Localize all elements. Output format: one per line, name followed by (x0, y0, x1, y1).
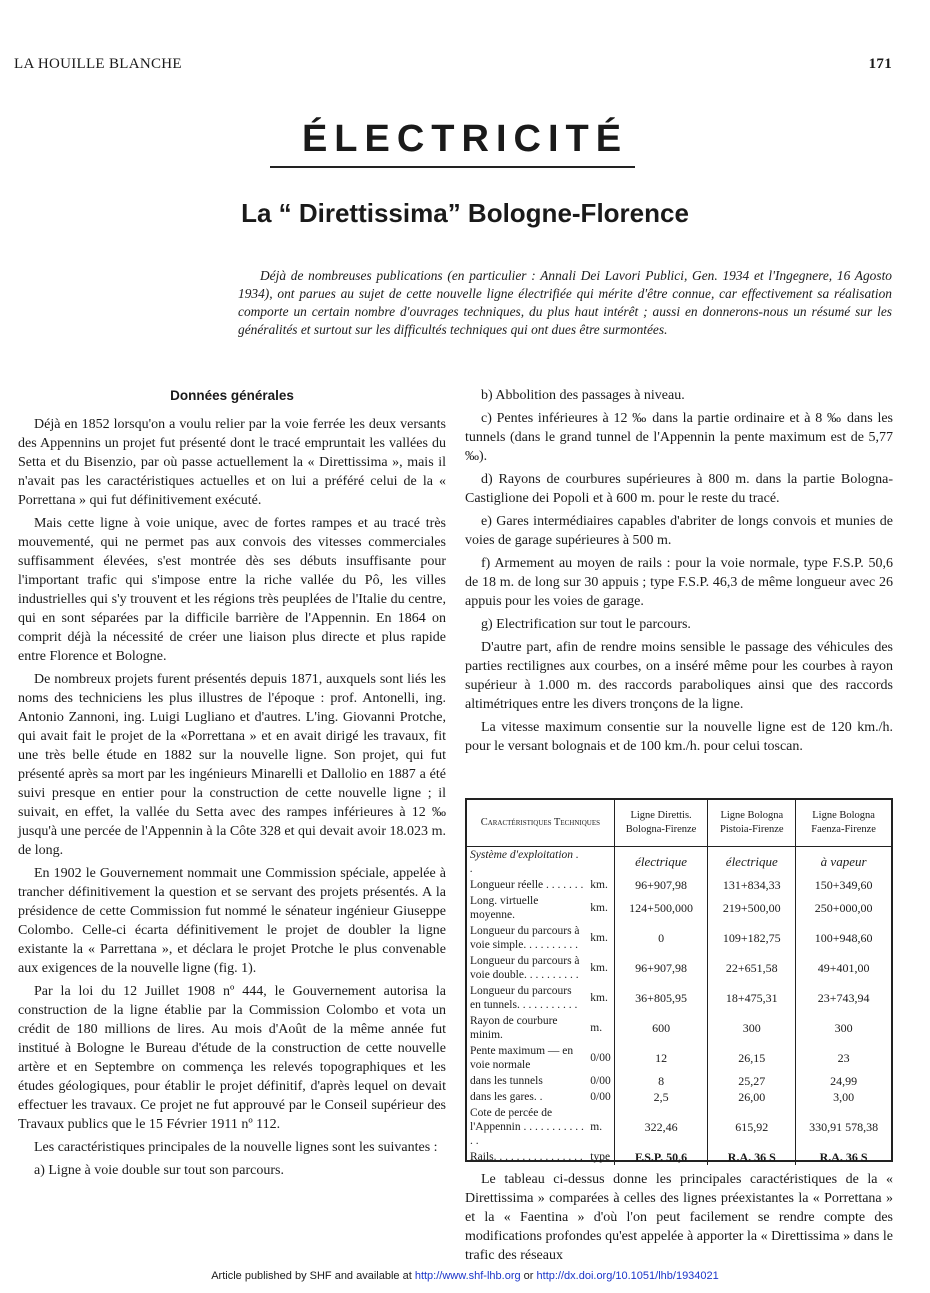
table-cell: 0 (614, 923, 708, 953)
table-cell: 2,5 (614, 1089, 708, 1105)
table-cell: 100+948,60 (796, 923, 891, 953)
table-cell: R.A. 36 S (796, 1149, 891, 1165)
table-cell: 23 (796, 1043, 891, 1073)
table-cell: 600 (614, 1013, 708, 1043)
table-cell: 124+500,000 (614, 893, 708, 923)
table-cell: Longueur du parcours en tunnels. . . . . . . . . . . (470, 985, 578, 1011)
table-cell: 150+349,60 (796, 877, 891, 893)
table-cell: type (590, 1151, 611, 1163)
table-cell: 18+475,31 (708, 983, 796, 1013)
characteristics-table-frame (465, 798, 893, 1162)
table-cell: Longueur réelle . . . . . . . (470, 879, 584, 891)
table-cell: Longueur du parcours à voie simple. . . . . . . . . . (470, 925, 580, 951)
table-cell: 25,27 (708, 1073, 796, 1089)
table-cell: 8 (614, 1073, 708, 1089)
table-row (467, 1013, 891, 1043)
table-cell: 109+182,75 (708, 923, 796, 953)
table-cell: 26,15 (708, 1043, 796, 1073)
table-row (467, 877, 891, 893)
table-cell: à vapeur (796, 847, 891, 878)
table-header: Ligne Bologna Pistoia-Firenze (708, 800, 796, 847)
paragraph: D'autre part, afin de rendre moins sensible le passage des véhicules des parties rectilignes aux courbes, on a inséré même pour les courbes à rayon supérieur à 1.000 m. des raccords paraboliques ainsi que des raccords altimétriques entre les divers tronçons de la ligne. (465, 640, 893, 712)
journal-name: LA HOUILLE BLANCHE (14, 56, 182, 72)
table-cell: 300 (796, 1013, 891, 1043)
paragraph: De nombreux projets furent présentés depuis 1871, auxquels sont liés les noms des techniciens les plus illustres de l'époque : prof. Antonelli, ing. Antonio Zannoni, ing. Luigi Lugliano et d'autres. L'ing. Giovanni Protche, qui avait fait le projet de la «Porrettana » et en avait dirigé les travaux, fit une très belle étude en 1882 sur la nouvelle ligne. Son projet, qui fut présenté après sa mort par les ingénieurs Minarelli et Dallolio en 1887 a été suivi presque en entier pour la construction de cette nouvelle ligne ; il suivait, en effet, la vallée du Setta avec des rampes inférieures à 12 ‰ jusqu'à une percée de l'Appennin à la Côte 328 et qui devait avoir 18.023 m. de long. (18, 672, 446, 858)
table-cell: 24,99 (796, 1073, 891, 1089)
table-cell: électrique (614, 847, 708, 878)
table-cell: 300 (708, 1013, 796, 1043)
table-cell: 0/00 (590, 1091, 611, 1103)
footer (0, 1270, 930, 1282)
table-cell: 12 (614, 1043, 708, 1073)
table-cell: m. (590, 1121, 603, 1133)
table-cell: F.S.P. 50,6 (614, 1149, 708, 1165)
paragraph: a) Ligne à voie double sur tout son parcours. (34, 1163, 284, 1178)
table-cell: dans les tunnels (470, 1075, 543, 1087)
table-cell: 96+907,98 (614, 953, 708, 983)
section-heading: ÉLECTRICITÉ (301, 118, 629, 160)
table-row (467, 953, 891, 983)
table-row (467, 1089, 891, 1105)
paragraph: Le tableau ci-dessus donne les principales caractéristiques de la « Direttissima » comparées à celles des lignes préexistantes la « Porrettana » et la « Faentina » d'où l'on peut facilement se rendre compte des modifications profondes qu'est appelée à apporter la « Direttissima » dans le trafic des réseaux (465, 1172, 893, 1263)
table-cell: m. (590, 1022, 603, 1034)
table-row (467, 893, 891, 923)
article-title: La “ Direttissima” Bologne-Florence (241, 198, 689, 228)
table-cell: Long. virtuelle moyenne. (470, 895, 539, 921)
table-cell: 322,46 (614, 1105, 708, 1149)
table-cell: km. (590, 962, 608, 974)
page-number: 171 (868, 56, 892, 72)
table-cell: 219+500,00 (708, 893, 796, 923)
section-underline (270, 166, 635, 168)
table-cell: 0/00 (590, 1052, 611, 1064)
table-cell: Longueur du parcours à voie double. . . . . . . . . . (470, 955, 580, 981)
table-cell: 615,92 (708, 1105, 796, 1149)
paragraph: Mais cette ligne à voie unique, avec de fortes rampes et au tracé très mouvementé, qui ne permet pas aux convois des vitesses commerciales suffisamment élevées, s'est montrée dès ses débuts insuffisante pour l'important trafic qui s'impose entre la riche vallée du Pô, les villes industrielles qui s'y trouvent et les régions très peuplées de l'Italie du centre, qui en sont séparées par la difficile barrière de l'Appennin. En 1864 on comprit déjà la nécessité de créer une liaison plus directe et plus rapide entre Florence et Bologne. (18, 516, 446, 664)
paragraph: Par la loi du 12 Juillet 1908 nº 444, le Gouvernement autorisa la construction de la ligne établie par la Commission Colombo et vota un crédit de 180 millions de lires. Au mois d'Août de la même année fut institué à Bologne le Bureau d'étude de la construction de cette nouvelle artère et en Septembre on commença les relevés topographiques et les études géologiques, pour établir le projet définitif, d'après lequel on devait effectuer les travaux. Ce projet ne fut approuvé par le Conseil supérieur des Travaux publics que le 15 Février 1911 nº 112. (18, 984, 446, 1132)
table-cell: 96+907,98 (614, 877, 708, 893)
table-header: Ligne Bologna Faenza-Firenze (796, 800, 891, 847)
table-cell: Rails. . . . . . . . . . . . . . . . (470, 1151, 583, 1163)
table-cell: dans les gares. . (470, 1091, 543, 1103)
table-row (467, 1043, 891, 1073)
table-cell: 23+743,94 (796, 983, 891, 1013)
table-row (467, 923, 891, 953)
paragraph: f) Armement au moyen de rails : pour la voie normale, type F.S.P. 50,6 de 18 m. de long sur 30 appuis ; type F.S.P. 46,3 de même longueur avec 26 appuis pour les voies de garage. (465, 556, 893, 609)
table-cell: électrique (708, 847, 796, 878)
paragraph: La vitesse maximum consentie sur la nouvelle ligne est de 120 km./h. pour le versant bolognais et de 100 km./h. pour celui toscan. (465, 720, 893, 754)
right-column-continued (465, 1170, 893, 1265)
table-cell: Cote de percée de l'Appennin . . . . . . . . . . . . . (470, 1107, 584, 1147)
table-cell: km. (590, 879, 608, 891)
table-header: Caractéristiques Techniques (467, 800, 614, 847)
left-column (18, 384, 446, 1184)
table-row (467, 1149, 891, 1165)
paragraph: Déjà en 1852 lorsqu'on a voulu relier par la voie ferrée les deux versants des Appennins un projet fut présenté dont le tracé empruntait les vallées du Setta et du Bisenzio, par où passe actuellement la « Direttissima », mais il n'avait pas les caractéristiques actuelles et on lui a préféré celui de la « Porrettana » qui fut définitivement exécuté. (18, 417, 446, 508)
footer-text: Article published by SHF and available at (211, 1270, 415, 1282)
table-cell: km. (590, 902, 608, 914)
table-cell: km. (590, 932, 608, 944)
table-cell: 36+805,95 (614, 983, 708, 1013)
characteristics-table (467, 800, 891, 1165)
table-cell: Système d'exploitation . . (470, 849, 579, 875)
right-column (465, 386, 893, 760)
table-cell: 22+651,58 (708, 953, 796, 983)
table-row (467, 1105, 891, 1149)
table-cell (587, 847, 614, 878)
footer-link-site[interactable]: http://www.shf-lhb.org (414, 1270, 521, 1282)
table-cell: 131+834,33 (708, 877, 796, 893)
table-cell: 250+000,00 (796, 893, 891, 923)
table-cell: 0/00 (590, 1075, 611, 1087)
table-row (467, 1073, 891, 1089)
table-row (467, 983, 891, 1013)
paragraph: c) Pentes inférieures à 12 ‰ dans la partie ordinaire et à 8 ‰ dans les tunnels (dans le grand tunnel de l'Appennin la pente maximum est de 5,77 ‰). (465, 411, 893, 464)
table-cell: 330,91 578,38 (796, 1105, 891, 1149)
footer-link-doi[interactable]: http://dx.doi.org/10.1051/lhb/1934021 (536, 1270, 719, 1282)
footer-text: or (520, 1270, 537, 1282)
paragraph: e) Gares intermédiaires capables d'abriter de longs convois et munies de voies de garage supérieures à 500 m. (465, 514, 893, 548)
subheading: Données générales (170, 388, 294, 403)
table-cell: 49+401,00 (796, 953, 891, 983)
table-cell: R.A. 36 S (708, 1149, 796, 1165)
table-header: Ligne Direttis. Bologna-Firenze (614, 800, 708, 847)
paragraph: d) Rayons de courbures supérieures à 800 m. dans la partie Bologna-Castiglione dei Popoli et à 600 m. pour le reste du tracé. (465, 472, 893, 506)
table-cell: Pente maximum — en voie normale (470, 1045, 574, 1071)
table-cell: 3,00 (796, 1089, 891, 1105)
table-cell: Rayon de courbure minim. (470, 1015, 558, 1041)
paragraph: En 1902 le Gouvernement nommait une Commission spéciale, appelée à trancher définitivement la question et se servant des projets présentés. A la présidence de cette Commission fut nommé le sénateur ingénieur Giuseppe Colombo. Celle-ci écarta définitivement le projet de doubler la ligne existante la « Parrettana », et déclara le projet Protche le plus convenable aux exigences de la nouvelle ligne (fig. 1). (18, 866, 446, 976)
abstract: Déjà de nombreuses publications (en particulier : Annali Dei Lavori Publici, Gen. 1934 et l'Ingegnere, 16 Agosto 1934), ont parues au sujet de cette nouvelle ligne électrifiée qui mérite d'être connue, car effectivement sa réalisation comporte un certain nombre d'ouvrages techniques, du plus haut intérêt ; aussi en donnerons-nous un résumé sur les généralités et surtout sur les difficultés techniques qui ont dues être surmontées. (238, 268, 892, 337)
table-cell: 26,00 (708, 1089, 796, 1105)
paragraph: Les caractéristiques principales de la nouvelle lignes sont les suivantes : (34, 1140, 438, 1155)
table-row (467, 847, 891, 878)
table-cell: km. (590, 992, 608, 1004)
paragraph: g) Electrification sur tout le parcours. (481, 617, 691, 632)
paragraph: b) Abbolition des passages à niveau. (481, 388, 685, 403)
